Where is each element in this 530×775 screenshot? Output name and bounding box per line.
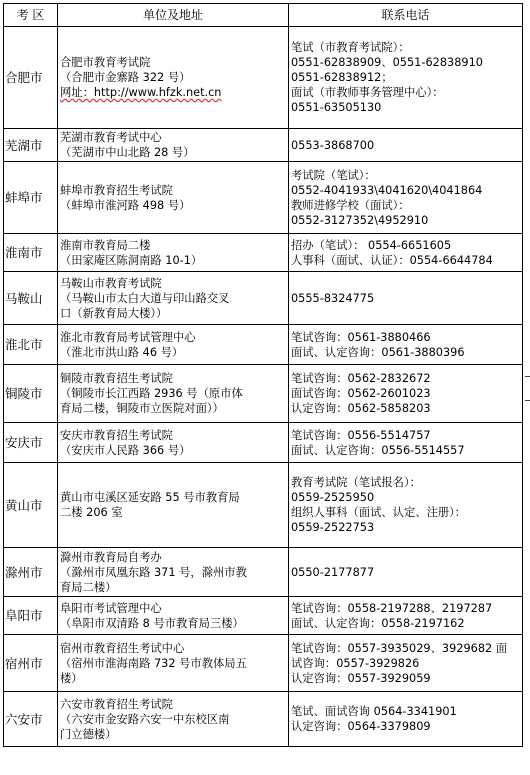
region-cell: 黄山市 xyxy=(4,463,58,548)
phone-line: 笔试咨询：0557-3935029、3929682 面 xyxy=(291,641,508,655)
unit-line: 育局二楼） xyxy=(60,580,117,594)
phone-line: 招办（笔试）： 0554-6651605 xyxy=(291,238,452,252)
phone-line: 面试咨询：0562-2601023 xyxy=(291,387,431,400)
phone-line: 0555-8324775 xyxy=(291,291,375,305)
header-phone: 联系电话 xyxy=(289,4,523,27)
phone-line: 教育考试院（笔试报名）： xyxy=(291,476,421,489)
unit-line: （蚌埠市淮河路 498 号） xyxy=(60,198,191,212)
region-cell: 宿州市 xyxy=(4,635,58,692)
unit-line: 安庆市教育招生考试院 xyxy=(60,428,173,442)
unit-address-cell xyxy=(58,423,289,463)
phone-line: 0552-3127352\4952910 xyxy=(291,213,429,227)
page-edge-mark xyxy=(525,400,530,401)
unit-line: 网址：http://www.hfzk.net.cn xyxy=(60,86,222,99)
unit-line: 宿州市教育招生考试中心 xyxy=(60,641,185,655)
unit-address-cell xyxy=(58,162,289,234)
unit-address-cell xyxy=(58,463,289,548)
unit-line: （六安市金安路六安一中东校区南 xyxy=(60,712,230,726)
unit-line: （阜阳市双清路 8 号市教育局三楼） xyxy=(60,616,244,630)
exam-contact-table xyxy=(3,3,523,747)
phone-cell xyxy=(289,27,523,129)
phone-line: 笔试咨询：0558-2197288、2197287 xyxy=(291,601,493,615)
unit-line: 蚌埠市教育招生考试院 xyxy=(60,183,173,197)
phone-line: 认定咨询：0562-5858203 xyxy=(291,402,431,415)
unit-line: 马鞍山市教育考试院 xyxy=(60,276,162,290)
unit-line: 淮北市教育局考试管理中心 xyxy=(60,330,196,344)
phone-cell xyxy=(289,129,523,162)
unit-line: 黄山市屯溪区延安路 55 号市教育局 xyxy=(60,491,240,504)
phone-line: 笔试（市教育考试院）： xyxy=(291,41,410,54)
unit-address-cell xyxy=(58,635,289,692)
region-cell: 淮南市 xyxy=(4,234,58,272)
region-cell: 安庆市 xyxy=(4,423,58,463)
table-row xyxy=(4,635,523,692)
unit-line: 二楼 206 室 xyxy=(60,506,123,519)
phone-line: 面试、认定咨询：0558-2197162 xyxy=(291,616,465,630)
header-region: 考 区 xyxy=(4,4,58,27)
phone-line: 0559-2522753 xyxy=(291,521,375,534)
phone-cell xyxy=(289,423,523,463)
unit-line: （田家庵区陈洞南路 10-1） xyxy=(60,253,203,267)
unit-line: 门立德楼） xyxy=(60,727,117,741)
phone-line: 0552-4041933\4041620\4041864 xyxy=(291,183,483,197)
phone-line: 0550-2177877 xyxy=(291,565,375,579)
table-row xyxy=(4,597,523,635)
table-row xyxy=(4,325,523,365)
phone-cell xyxy=(289,234,523,272)
phone-line: 笔试咨询：0562-2832672 xyxy=(291,372,431,385)
unit-line: 淮南市教育局二楼 xyxy=(60,238,151,252)
phone-line: 笔试、面试咨询 0564-3341901 xyxy=(291,705,457,718)
phone-cell xyxy=(289,365,523,423)
phone-line: 考试院（笔试）： xyxy=(291,168,376,182)
phone-line: 笔试咨询：0556-5514757 xyxy=(291,428,431,442)
unit-line: （淮北市洪山路 46 号） xyxy=(60,345,184,359)
unit-line: （安庆市人民路 366 号） xyxy=(60,443,191,457)
phone-cell xyxy=(289,692,523,747)
unit-line: 口（新教育局大楼）） xyxy=(60,306,168,320)
unit-address-cell xyxy=(58,272,289,325)
region-cell: 阜阳市 xyxy=(4,597,58,635)
phone-cell xyxy=(289,635,523,692)
phone-line: 组织人事科（面试、认定、注册）： xyxy=(291,506,467,519)
phone-line: 笔试咨询：0561-3880466 xyxy=(291,330,431,344)
phone-line: 0551-62838912； xyxy=(291,71,393,84)
phone-line: 认定咨询：0557-3929059 xyxy=(291,671,431,685)
phone-cell xyxy=(289,325,523,365)
region-cell: 滁州市 xyxy=(4,548,58,597)
region-cell: 芜湖市 xyxy=(4,129,58,162)
phone-cell xyxy=(289,162,523,234)
phone-line: 试咨询：0557-3929826 xyxy=(291,656,420,670)
phone-line: 0551-62838909、0551-62838910 xyxy=(291,56,483,69)
table-row xyxy=(4,463,523,548)
unit-line: （马鞍山市太白大道与印山路交叉 xyxy=(60,291,230,305)
unit-address-cell xyxy=(58,129,289,162)
unit-line: 六安市教育招生考试院 xyxy=(60,697,173,711)
phone-line: 人事科（面试、认证）：0554-6644784 xyxy=(291,253,493,267)
table-row xyxy=(4,129,523,162)
unit-address-cell xyxy=(58,27,289,129)
header-row xyxy=(4,4,523,27)
table-row xyxy=(4,234,523,272)
region-cell: 淮北市 xyxy=(4,325,58,365)
page-edge-mark xyxy=(525,376,530,377)
phone-cell xyxy=(289,272,523,325)
table-row xyxy=(4,162,523,234)
unit-address-cell xyxy=(58,365,289,423)
table-body xyxy=(4,27,523,747)
table-row xyxy=(4,423,523,463)
unit-line: 阜阳市考试管理中心 xyxy=(60,601,162,615)
table-row xyxy=(4,548,523,597)
table-row xyxy=(4,365,523,423)
unit-line: 滁州市教育局自考办 xyxy=(60,550,162,564)
phone-line: 教师进修学校（面试）： xyxy=(291,198,410,212)
region-cell: 蚌埠市 xyxy=(4,162,58,234)
region-cell: 六安市 xyxy=(4,692,58,747)
unit-line: （铜陵市长江西路 2936 号（原市体 xyxy=(60,387,243,400)
unit-line: 合肥市教育考试院 xyxy=(60,56,151,69)
unit-line: （滁州市凤凰东路 371 号，滁州市教 xyxy=(60,565,247,579)
unit-address-cell xyxy=(58,597,289,635)
unit-line: （宿州市淮海南路 732 号市教体局五 xyxy=(60,656,247,670)
phone-line: 认定咨询：0564-3379809 xyxy=(291,720,431,733)
region-cell: 合肥市 xyxy=(4,27,58,129)
table-row xyxy=(4,27,523,129)
header-unit: 单位及地址 xyxy=(58,4,289,27)
unit-line: 芜湖市教育考试中心 xyxy=(60,131,162,144)
phone-line: 面试、认定咨询：0556-5514557 xyxy=(291,443,465,457)
unit-line: （芜湖市中山北路 28 号） xyxy=(60,146,195,159)
region-cell: 马鞍山 xyxy=(4,272,58,325)
unit-address-cell xyxy=(58,234,289,272)
unit-address-cell xyxy=(58,325,289,365)
table-row xyxy=(4,692,523,747)
unit-line: （合肥市金寨路 322 号） xyxy=(60,71,191,84)
unit-line: 铜陵市教育招生考试院 xyxy=(60,372,173,385)
phone-line: 面试、认定咨询：0561-3880396 xyxy=(291,345,465,359)
phone-cell xyxy=(289,463,523,548)
unit-line: 楼） xyxy=(60,671,83,685)
phone-line: 0559-2525950 xyxy=(291,491,375,504)
region-cell: 铜陵市 xyxy=(4,365,58,423)
phone-line: 面试（市教师事务管理中心）： xyxy=(291,86,444,99)
table-row xyxy=(4,272,523,325)
phone-line: 0551-63505130 xyxy=(291,101,382,114)
phone-cell xyxy=(289,597,523,635)
phone-cell xyxy=(289,548,523,597)
unit-address-cell xyxy=(58,548,289,597)
unit-address-cell xyxy=(58,692,289,747)
phone-line: 0553-3868700 xyxy=(291,138,375,152)
unit-line: 育局二楼，铜陵市立医院对面）） xyxy=(60,402,224,415)
